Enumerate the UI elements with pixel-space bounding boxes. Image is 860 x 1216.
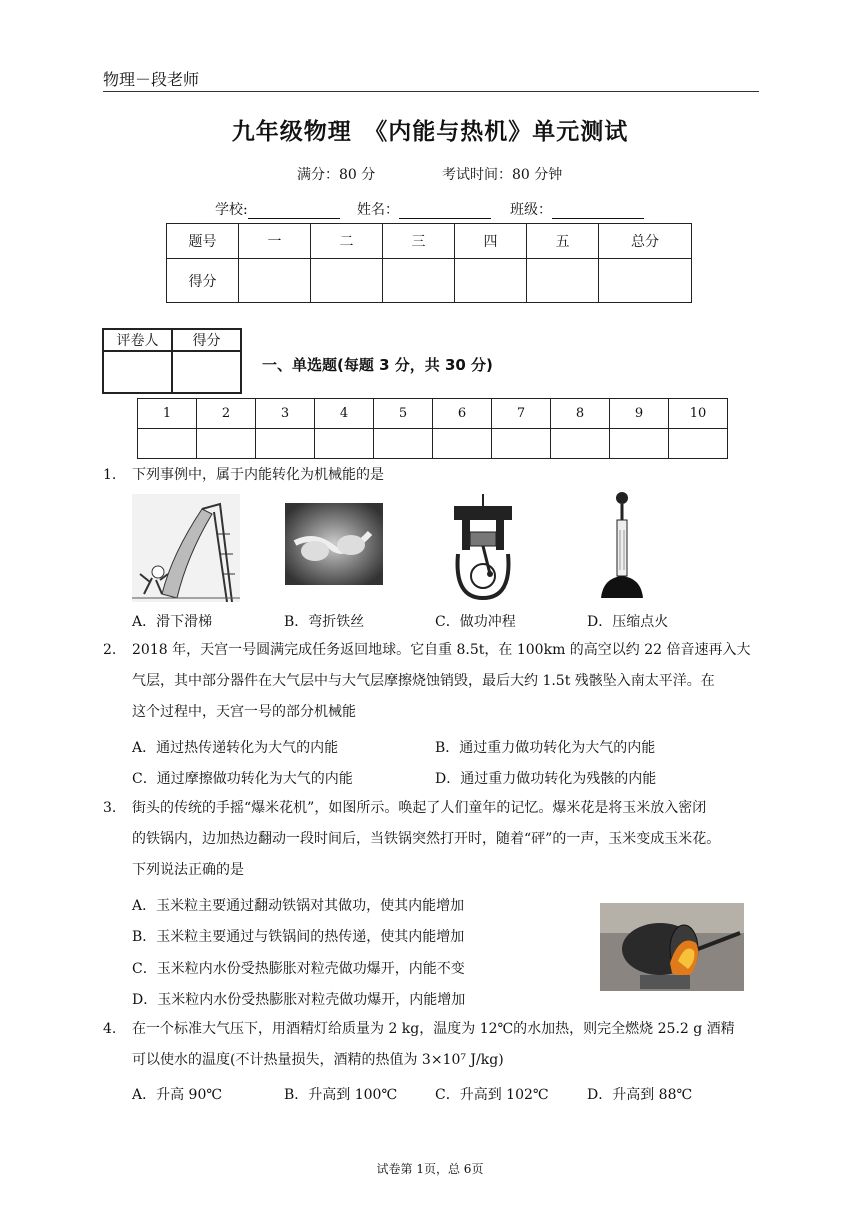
- full-score: 满分：80 分: [297, 167, 376, 183]
- page-title: 九年级物理 《内能与热机》单元测试: [231, 119, 629, 145]
- name-label: 姓名：: [357, 202, 399, 218]
- answer-header-cell: 2: [197, 399, 256, 429]
- answer-header-cell: 6: [433, 399, 492, 429]
- popcorn-machine-image: [600, 903, 744, 991]
- question-text: [132, 793, 720, 886]
- q2-option-d[interactable]: D．通过重力做功转化为残骸的内能: [435, 771, 657, 787]
- answer-cell[interactable]: [374, 429, 433, 459]
- score-header-cell: 总分: [599, 224, 692, 259]
- score-header-cell: 五: [527, 224, 599, 259]
- score-cell[interactable]: [527, 259, 599, 303]
- q1-option-a[interactable]: A．滑下滑梯: [132, 614, 213, 630]
- school-blank[interactable]: [248, 204, 340, 219]
- question-text: [132, 635, 751, 728]
- answer-cell[interactable]: [610, 429, 669, 459]
- score-cell[interactable]: [599, 259, 692, 303]
- question-line: 2018 年，天宫一号圆满完成任务返回地球。它自重 8.5t，在 100km 的高空以约 22 倍音速再入大: [132, 642, 751, 658]
- answer-cell[interactable]: [315, 429, 374, 459]
- answer-header-cell: 10: [669, 399, 728, 429]
- q2-option-a[interactable]: A．通过热传递转化为大气的内能: [132, 740, 339, 756]
- grader-label: 评卷人: [103, 329, 172, 351]
- question-line: 可以使水的温度(不计热量损失，酒精的热值为 3×10⁷ J/kg): [132, 1052, 504, 1068]
- answer-header-cell: 9: [610, 399, 669, 429]
- answer-header-cell: 4: [315, 399, 374, 429]
- q4-option-b[interactable]: B．升高到 100℃: [284, 1087, 398, 1103]
- question-line: 这个过程中，天宫一号的部分机械能: [132, 704, 356, 720]
- question-line: 下列说法正确的是: [132, 862, 244, 878]
- engine-stroke-image: [448, 492, 518, 602]
- q3-option-a[interactable]: A．玉米粒主要通过翻动铁锅对其做功，使其内能增加: [132, 898, 465, 914]
- q2-option-c[interactable]: C．通过摩擦做功转化为大气的内能: [132, 771, 353, 787]
- score-cell[interactable]: [455, 259, 527, 303]
- answer-header-cell: 3: [256, 399, 315, 429]
- question-text: [132, 1014, 735, 1076]
- answer-cell[interactable]: [492, 429, 551, 459]
- q4-option-d[interactable]: D．升高到 88℃: [587, 1087, 693, 1103]
- answer-cell[interactable]: [551, 429, 610, 459]
- question-line: 在一个标准大气压下，用酒精灯给质量为 2 kg，温度为 12℃的水加热，则完全燃烧 25.2 g 酒精: [132, 1021, 735, 1037]
- score-cell[interactable]: [311, 259, 383, 303]
- score-table: [166, 223, 692, 303]
- exam-time: 考试时间：80 分钟: [442, 167, 563, 183]
- name-blank[interactable]: [399, 204, 491, 219]
- class-field: [510, 199, 644, 219]
- fire-syringe-image: [597, 490, 647, 602]
- q4-option-a[interactable]: A．升高 90℃: [132, 1087, 223, 1103]
- answer-header-cell: 5: [374, 399, 433, 429]
- question-number: 2.: [103, 642, 117, 658]
- section-title: 一、单选题(每题 3 分，共 30 分): [262, 356, 493, 374]
- score-cell[interactable]: [239, 259, 311, 303]
- q3-option-b[interactable]: B．玉米粒主要通过与铁锅间的热传递，使其内能增加: [132, 929, 465, 945]
- slide-image: [132, 494, 240, 602]
- q1-option-c[interactable]: C．做功冲程: [435, 614, 516, 630]
- q4-option-c[interactable]: C．升高到 102℃: [435, 1087, 549, 1103]
- school-label: 学校:: [215, 202, 248, 218]
- score-row-label: 得分: [167, 259, 239, 303]
- q3-option-d[interactable]: D．玉米粒内水份受热膨胀对粒壳做功爆开，内能增加: [132, 992, 466, 1008]
- score-header-cell: 三: [383, 224, 455, 259]
- grader-score-label: 得分: [172, 329, 241, 351]
- class-blank[interactable]: [552, 204, 644, 219]
- score-header-cell: 二: [311, 224, 383, 259]
- class-label: 班级：: [510, 202, 552, 218]
- q1-option-d[interactable]: D．压缩点火: [587, 614, 669, 630]
- question-number: 1.: [103, 467, 117, 483]
- grader-table: [102, 328, 242, 394]
- answer-cell[interactable]: [197, 429, 256, 459]
- question-number: 4.: [103, 1021, 117, 1037]
- answer-table: [137, 398, 728, 459]
- answer-cell[interactable]: [433, 429, 492, 459]
- question-number: 3.: [103, 800, 117, 816]
- question-line: 的铁锅内，边加热边翻动一段时间后，当铁锅突然打开时，随着“砰”的一声，玉米变成玉米花。: [132, 831, 721, 847]
- answer-cell[interactable]: [669, 429, 728, 459]
- answer-cell[interactable]: [138, 429, 197, 459]
- q2-option-b[interactable]: B．通过重力做功转化为大气的内能: [435, 740, 656, 756]
- q1-option-b[interactable]: B．弯折铁丝: [284, 614, 365, 630]
- bent-wire-image: [285, 503, 383, 585]
- answer-header-cell: 7: [492, 399, 551, 429]
- answer-header-cell: 1: [138, 399, 197, 429]
- name-field: [357, 199, 491, 219]
- answer-header-cell: 8: [551, 399, 610, 429]
- grader-score-cell[interactable]: [172, 351, 241, 393]
- score-cell[interactable]: [383, 259, 455, 303]
- question-line: 街头的传统的手摇“爆米花机”，如图所示。唤起了人们童年的记忆。爆米花是将玉米放入密闭: [132, 800, 707, 816]
- question-text: 下列事例中，属于内能转化为机械能的是: [132, 467, 384, 483]
- grader-cell[interactable]: [103, 351, 172, 393]
- score-header-cell: 四: [455, 224, 527, 259]
- score-header-cell: 题号: [167, 224, 239, 259]
- answer-cell[interactable]: [256, 429, 315, 459]
- score-header-cell: 一: [239, 224, 311, 259]
- header-divider: [103, 91, 759, 92]
- page-header: 物理－段老师: [103, 70, 200, 89]
- q3-option-c[interactable]: C．玉米粒内水份受热膨胀对粒壳做功爆开，内能不变: [132, 961, 465, 977]
- school-field: [215, 199, 340, 219]
- page-footer: 试卷第 1页，总 6页: [376, 1162, 484, 1176]
- question-line: 气层，其中部分器件在大气层中与大气层摩擦烧蚀销毁，最后大约 1.5t 残骸坠入南太平洋。在: [132, 673, 715, 689]
